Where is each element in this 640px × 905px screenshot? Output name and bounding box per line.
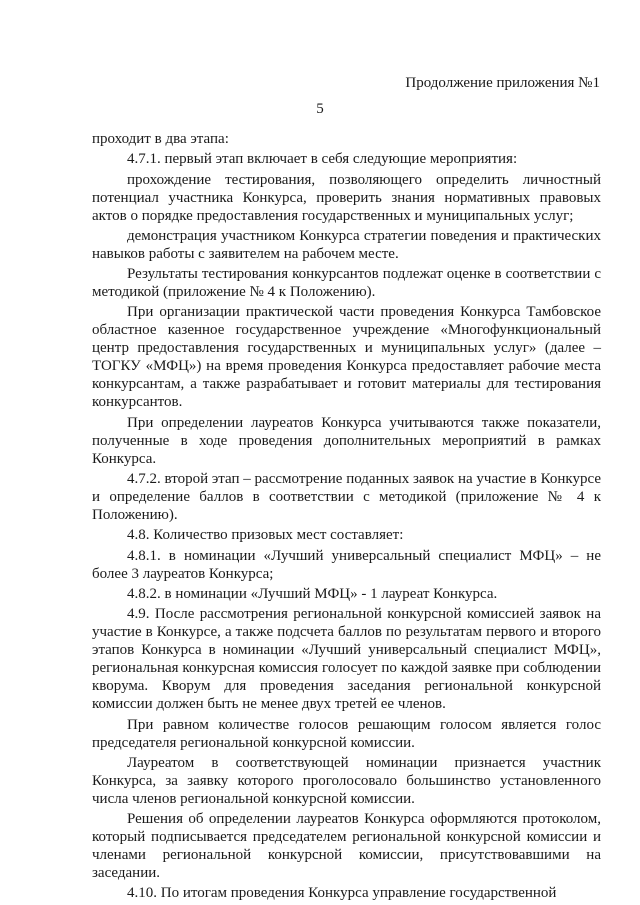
paragraph: При организации практической части проведения Конкурса Тамбовское областное казенное государственное учреждение «Многофункциональный центр предоставления государственных и муниципальных услуг» (далее – ТОГКУ «МФЦ») на время проведения Конкурса предоставляет рабочие места конкурсантам, а также разрабатывает и готовит материалы для тестирования конкурсантов. [92,304,601,411]
paragraph: демонстрация участником Конкурса стратегии поведения и практических навыков работы с заявителем на рабочем месте. [92,227,601,262]
paragraph: проходит в два этапа: [92,131,229,147]
paragraph: 4.7.2. второй этап – рассмотрение поданных заявок на участие в Конкурсе и определение баллов в соответствии с методикой (приложение № 4 к Положению). [92,471,601,524]
document-body [92,130,601,905]
paragraph: 4.9. После рассмотрения региональной конкурсной комиссией заявок на участие в Конкурсе, а также подсчета баллов по результатам первого и второго этапов Конкурса в номинации «Лучший универсальный специалист МФЦ», региональная конкурсная комиссия голосует по каждой заявке при соблюдении кворума. Кворум для проведения заседания региональной конкурсной комиссии должен быть не менее двух третей ее членов. [92,606,601,713]
paragraph: Результаты тестирования конкурсантов подлежат оценке в соответствии с методикой (приложение № 4 к Положению). [92,266,601,301]
paragraph: Лауреатом в соответствующей номинации признается участник Конкурса, за заявку которого проголосовало большинство установленного числа членов региональной конкурсной комиссии. [92,754,601,807]
paragraph: При равном количестве голосов решающим голосом является голос председателя региональной конкурсной комиссии. [92,716,601,751]
paragraph: 4.8.2. в номинации «Лучший МФЦ» - 1 лауреат Конкурса. [127,585,498,602]
paragraph: При определении лауреатов Конкурса учитываются также показатели, полученные в ходе проведения дополнительных мероприятий в рамках Конкурса. [92,414,601,467]
paragraph: Решения об определении лауреатов Конкурса оформляются протоколом, который подписывается председателем региональной конкурсной комиссии и членами региональной конкурсной комиссии, присутствовавшими на заседании. [92,811,601,882]
paragraph: прохождение тестирования, позволяющего определить личностный потенциал участника Конкурса, проверить знания нормативных правовых актов о порядке предоставления государственных и муниципальных услуг; [92,171,601,224]
paragraph: 4.7.1. первый этап включает в себя следующие мероприятия: [127,151,518,168]
appendix-header: Продолжение приложения №1 [405,75,600,91]
paragraph: 4.8.1. в номинации «Лучший универсальный специалист МФЦ» – не более 3 лауреатов Конкурса; [92,547,601,582]
paragraph: 4.10. По итогам проведения Конкурса управление государственной [127,885,557,902]
page-number: 5 [316,101,324,117]
paragraph: 4.8. Количество призовых мест составляет: [127,527,404,544]
